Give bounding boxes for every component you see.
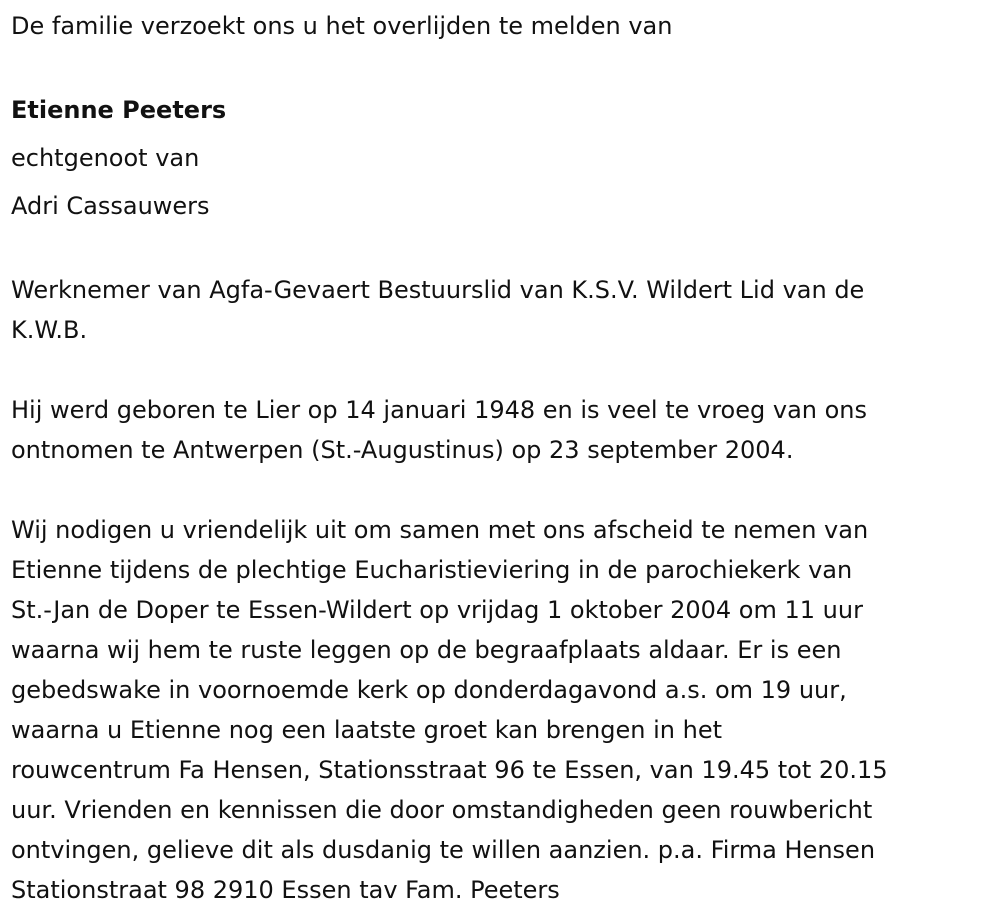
invitation-line: rouwcentrum Fa Hensen, Stationsstraat 96 te Essen, van 19.45 tot 20.15	[11, 756, 888, 784]
work-line: Werknemer van Agfa-Gevaert Bestuurslid van K.S.V. Wildert Lid van de	[11, 276, 865, 304]
invitation-line: ontvingen, gelieve dit als dusdanig te willen aanzien. p.a. Firma Hensen	[11, 836, 876, 864]
invitation-line: Stationstraat 98 2910 Essen tav Fam. Peeters	[11, 876, 560, 904]
birth-line: ontnomen te Antwerpen (St.-Augustinus) op 23 september 2004.	[11, 436, 794, 464]
invitation-line: Etienne tijdens de plechtige Eucharistieviering in de parochiekerk van	[11, 556, 853, 584]
work-line: K.W.B.	[11, 316, 88, 344]
relation-text: echtgenoot van	[11, 144, 200, 172]
invitation-line: St.-Jan de Doper te Essen-Wildert op vrijdag 1 oktober 2004 om 11 uur	[11, 596, 863, 624]
birth-paragraph	[11, 390, 990, 470]
invitation-line: Wij nodigen u vriendelijk uit om samen met ons afscheid te nemen van	[11, 516, 869, 544]
invitation-paragraph	[11, 510, 990, 910]
deceased-name: Etienne Peeters	[11, 96, 227, 124]
intro-text: De familie verzoekt ons u het overlijden te melden van	[11, 12, 673, 40]
invitation-line: waarna u Etienne nog een laatste groet kan brengen in het	[11, 716, 722, 744]
invitation-line: waarna wij hem te ruste leggen op de begraafplaats aldaar. Er is een	[11, 636, 842, 664]
invitation-line: uur. Vrienden en kennissen die door omstandigheden geen rouwbericht	[11, 796, 873, 824]
spouse-name: Adri Cassauwers	[11, 192, 210, 220]
birth-line: Hij werd geboren te Lier op 14 januari 1948 en is veel te vroeg van ons	[11, 396, 868, 424]
work-paragraph	[11, 270, 990, 350]
invitation-line: gebedswake in voornoemde kerk op donderdagavond a.s. om 19 uur,	[11, 676, 847, 704]
